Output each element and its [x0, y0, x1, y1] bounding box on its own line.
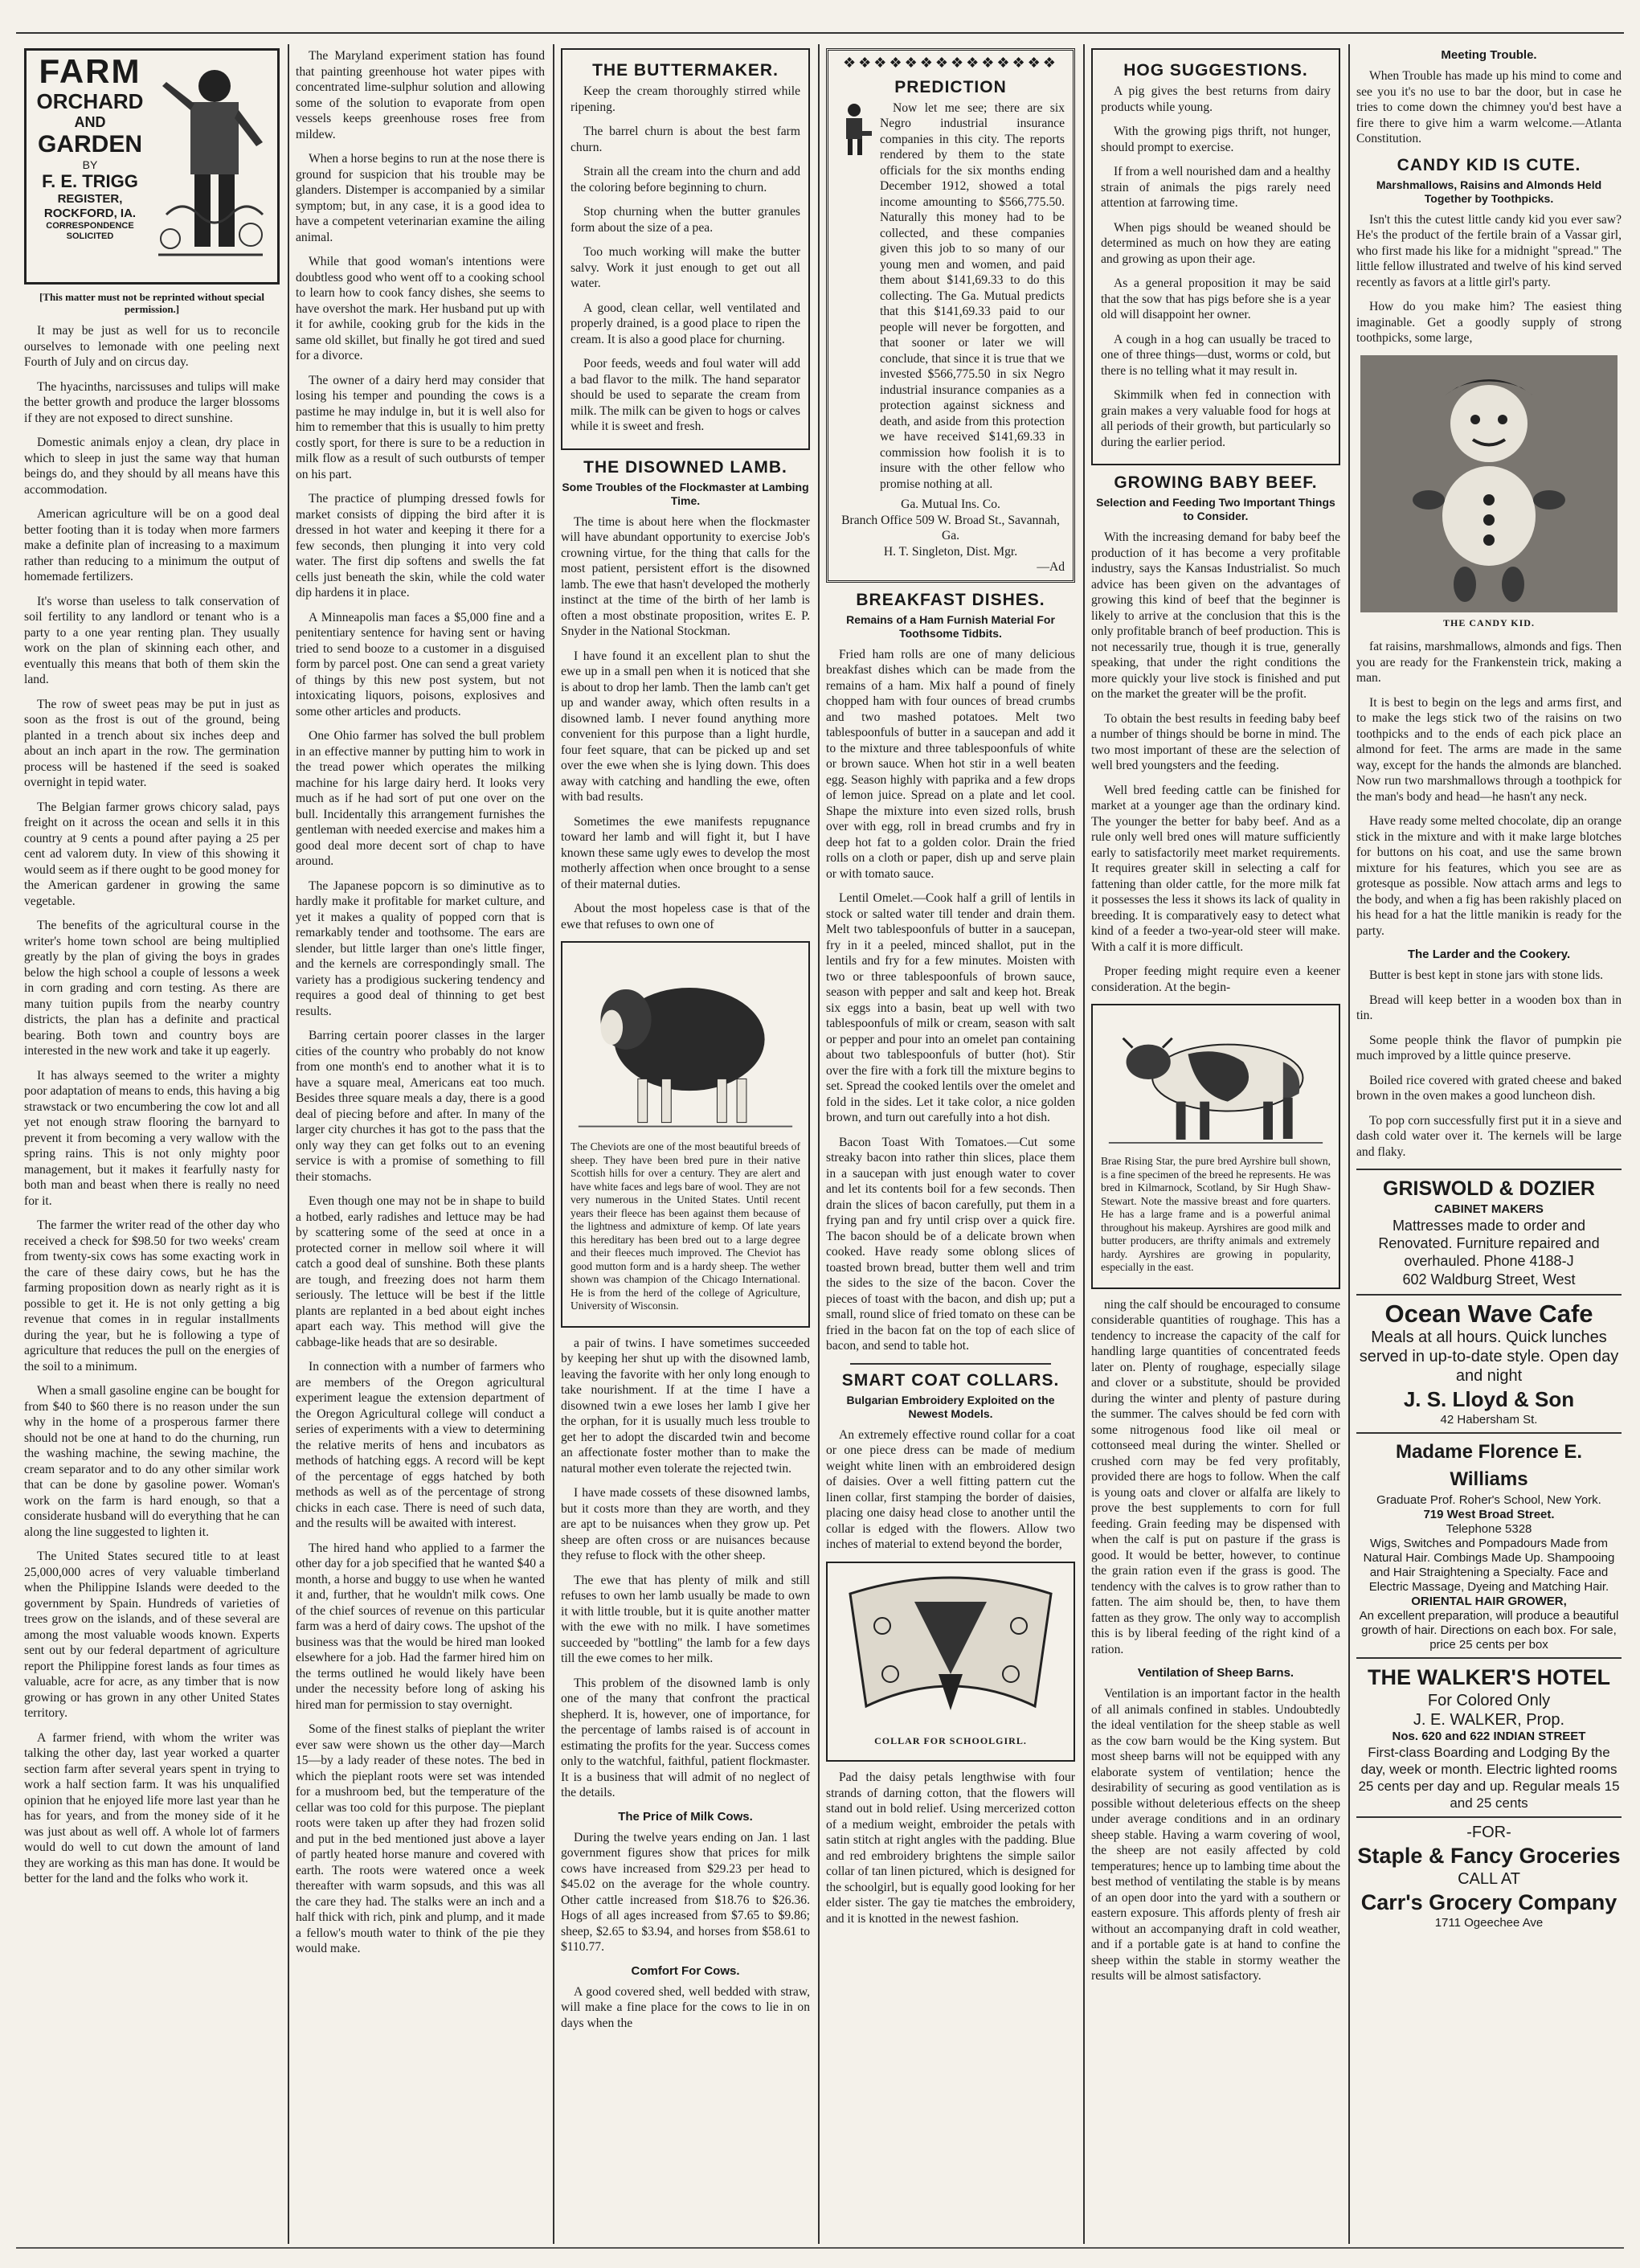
- paragraph: With the increasing demand for baby beef the production of it has become a very profitable industry, says the Kansas Industrialist. So much advice has been given on the advantages of growing this kind of beef that the beginner is likely to arrive at the conclusion that this is the only profitable branch of beef production. This is not necessarily true, though it is true, generally speaking, that under the right conditions the more quickly your live stock is finished and put on the market the greater will be the profit.: [1091, 530, 1340, 701]
- carr-goods: Staple & Fancy Groceries: [1357, 1844, 1621, 1868]
- walker-ad: [1356, 1657, 1622, 1812]
- paragraph: A pig gives the best returns from dairy products while young.: [1101, 84, 1331, 114]
- griswold-sub: CABINET MAKERS: [1434, 1202, 1544, 1216]
- paragraph: With the growing pigs thrift, not hunger, should prompt to exercise.: [1101, 125, 1331, 154]
- paragraph: The practice of plumping dressed fowls for market consists of dipping the bird after it is dressed in hot water and keeping it there for a few seconds, then plunging it into very cold water. The first dip softens and swells the fat cells just beneath the skin, while the cold water dip hardens it in place.: [296, 492, 545, 600]
- williams-phone: Telephone 5328: [1446, 1522, 1532, 1536]
- paragraph: A good covered shed, well bedded with straw, will make a fine place for the cows to lie in on days when the: [561, 1984, 810, 2030]
- collars-subheading: Bulgarian Embroidery Exploited on the Newest Models.: [846, 1393, 1055, 1420]
- paragraph: How do you make him? The easiest thing imaginable. Get a goodly supply of strong toothpicks, some large,: [1356, 300, 1622, 345]
- bull-figure: [1091, 1004, 1340, 1289]
- paragraph: Fried ham rolls are one of many delicious breakfast dishes which can be made from the remains of a ham. Mix half a pound of finely chopped ham with four ounces of bread crumbs and two mashed potatoes. Melt two tablespoonfuls of butter in a saucepan and add it to the mixture and three tablespoonfuls of white or brown sauce. When hot stir in a well beaten egg. Season highly with paprika and a few drops of lemon juice. Spread on a plate and let cool. Shape the mixture into even sized rolls, brush over with egg, roll in bread crumbs and fry in deep hot fat to a golden color. Drain the fried rolls on a cloth or paper, dish up and serve plain or with tomato sauce.: [826, 647, 1075, 881]
- reprint-notice: [This matter must not be reprinted without special permission.]: [39, 291, 265, 315]
- paragraph: a pair of twins. I have sometimes succeeded by keeping her shut up with the disowned lamb, leaving the favorite with her only long enough to take nourishment. If at the time I have a disowned twin a ewe loses her lamb I give her the orphan, for it is usually much less trouble to get her to adopt the discarded twin and become an affectionate foster mother than to make the natural mother even tolerate the rejected twin.: [561, 1336, 810, 1476]
- masthead-orchard: ORCHARD: [36, 89, 144, 113]
- paragraph: A Minneapolis man faces a $5,000 fine and a penitentiary sentence for having sent or having tried to send booze to a customer in a disguised form by parcel post. One can send a great variety of things by this new post system, but not intoxicating liquors, poisons, explosives and some other articles and products.: [296, 610, 545, 718]
- paragraph: Have ready some melted chocolate, dip an orange stick in the mixture and with it make large blotches for buttons on his coat, and use the same brown mixture for his features, which you see are as grotesque as possible. Now attach arms and legs to the body, and when a fig has been rakishly placed on his head for a hat the little manikin is ready for the party.: [1356, 814, 1622, 938]
- carr-ad: [1356, 1816, 1622, 1930]
- paragraph: The hired hand who applied to a farmer the other day for a job specified that he wanted $40 a month, a horse and buggy to use when he wanted it and, further, that he wouldn't milk cows. One of the chief sources of revenue on this particular farm was a herd of dairy cows. The upshot of the business was that the would be hired man looked elsewhere for a job. Had the farmer hired him on the terms outlined he would likely have been under the necessity before long of asking his hired man for permission to stay overnight.: [296, 1541, 545, 1712]
- paragraph: To pop corn successfully first put it in a sieve and dash cold water over it. The kernels will be large and flaky.: [1356, 1113, 1622, 1159]
- walker-owner: J. E. WALKER, Prop.: [1413, 1711, 1565, 1729]
- paragraph: A farmer friend, with whom the writer was talking the other day, last year worked a quarter section farm after several years spent in trying to work a half section farm. It was his unqualified opinion that he enjoyed life more last year than he has for years, and from the money side of it he was just about as well off. A whole lot of farmers would do well to cut down the amount of land they are working as this man has done. It would be better for the land and the folks who work it.: [24, 1730, 280, 1885]
- prediction-text: Now let me see; there are six Negro industrial insurance companies in this city. The reports rendered by them to the state officials for the six months ending December 1912, showed a total income amounting to $566,775.50. Naturally this money had to be collected, and these companies given this job to so many of our young men and women, and paid them about $141,69.33 to do this collecting. The Ga. Mutual predicts that this $141,69.33 paid to our people will never be forgotten, and that sooner or later we will conclude, that since it is true that we invested $566,775.50 in six Negro industrial insurance companies as a protection against sickness and death, and aside from this protection we have received $141,69.33 in commission how foolish it is to insure with the other fellow who promise nothing at all.: [880, 100, 1065, 491]
- prediction-heading: PREDICTION: [894, 77, 1007, 96]
- column-rule: [288, 44, 289, 2244]
- carr-for: -FOR-: [1466, 1824, 1511, 1841]
- paragraph: The hyacinths, narcissuses and tulips will make the better growth and produce the larger blossoms if they are not exposed to direct sunshine.: [24, 379, 280, 425]
- breakfast-heading: BREAKFAST DISHES.: [856, 590, 1045, 609]
- paragraph: The United States secured title to at least 25,000,000 acres of very valuable timberland when the Philippine Islands were deeded to the government by Spain. Hundreds of varieties of trees grow on the islands, and of these several are among the most valuable woods known. Experts sent out by our federal department of agriculture report the Philippine forest lands as four times as valuable, acre for acre, as any timber that is now growing or has grown in any other United States territory.: [24, 1550, 280, 1720]
- williams-name: Madame Florence E. Williams: [1395, 1441, 1583, 1490]
- column-4: [826, 48, 1075, 2242]
- collar-caption: COLLAR FOR SCHOOLGIRL.: [874, 1734, 1027, 1746]
- comfort-heading: Comfort For Cows.: [631, 1963, 740, 1978]
- paragraph: Barring certain poorer classes in the larger cities of the country who probably do not know from one month's end to another what it is to have a square meal, Americans eat too much. Besides three square meals a day, there is a good deal of piecing before and after. In many of the larger city churches it has got to the pass that the only way they can get folks out to an evening service is with a promise of something to fill their stomachs.: [296, 1029, 545, 1184]
- walker-sub: For Colored Only: [1427, 1692, 1551, 1709]
- paragraph: When Trouble has made up his mind to come and see you it's no use to bar the door, but in case he tries to come down the chimney you'd best have a fire there to give him a warm welcome.—Atlanta Constitution.: [1356, 69, 1622, 145]
- column-1: [24, 48, 280, 2242]
- sheep-figure: [561, 941, 810, 1328]
- griswold-name: GRISWOLD & DOZIER: [1383, 1177, 1595, 1200]
- farmer-illustration: [150, 54, 271, 279]
- paragraph: Pad the daisy petals lengthwise with four strands of darning cotton, that the flowers will stand out in bold relief. Using mercerized cotton of a medium weight, embroider the petals with satin stitch at right angles with the padding. Blue and red embroidery brightens the simple sailor collar of tan linen pictured, which is designed for the schoolgirl, but is equally good looking for her elder sister. The gay tie matches the embroidery, and it is knotted in the newest fashion.: [826, 1771, 1075, 1926]
- masthead-farm: FARM: [39, 52, 141, 90]
- column-3: [561, 48, 810, 2242]
- paragraph: The time is about here when the flockmaster will have abundant opportunity to exercise Job's crowning virtue, for the thing that calls for the most patient, persistent effort is the disowned lamb. The ewe that hasn't developed the motherly instinct at the time of the birth of her lamb is often a most obstinate proposition, writes E. P. Snyder in the National Stockman.: [561, 514, 810, 638]
- candy-heading: CANDY KID IS CUTE.: [1397, 155, 1581, 174]
- paragraph: I have made cossets of these disowned lambs, but it costs more than they are worth, and they are apt to be nuisances when they grow up. Pet sheep are often cross or are nuisances because they refuse to flock with the other sheep.: [561, 1486, 810, 1562]
- bull-caption: Brae Rising Star, the pure bred Ayrshire bull shown, is a fine specimen of the breed he represents. He was bred in Kilmarnock, Scotland, by Sir Hugh Shaw-Stewart. Note the massive breast and fore quarters. He has a large frame and is a powerful animal throughout his makeup. Ayrshires are good milk and butter producers, are thrifty animals and extremely hardy. Ayrshires are growing in popularity, especially in the east.: [1101, 1155, 1331, 1273]
- candy-figure: [1356, 355, 1622, 632]
- signature-line: Ga. Mutual Ins. Co.: [901, 497, 1000, 511]
- williams-text: Wigs, Switches and Pompadours Made from Natural Hair. Combings Made Up. Shampooing and Hair Straightening a Specialty. Face and Electric Massage, Dyeing and Matching Hair.: [1363, 1537, 1615, 1594]
- paragraph: While that good woman's intentions were doubtless good who went off to a cooking school to learn how to cook fancy dishes, she seems to have overshot the mark. Her husband put up with it for awhile, cooking grub for the kids in the same old skillet, but finally he got tired and sued for a divorce.: [296, 255, 545, 362]
- paragraph: Some people think the flavor of pumpkin pie much improved by a little quince preserve.: [1356, 1033, 1622, 1062]
- paragraph: When a horse begins to run at the nose there is ground for suspicion that his trouble may be glanders. Distemper is accompanied by a similar symptom; but, in any case, it is a good idea to have a competent veterinarian examine the ailing animal.: [296, 152, 545, 244]
- griswold-text: Mattresses made to order and Renovated. Furniture repaired and overhauled. Phone 4188-J: [1378, 1218, 1600, 1269]
- candy-kid-illustration: [1356, 355, 1622, 612]
- paragraph: The Maryland experiment station has found that painting greenhouse hot water pipes with concentrated lime-sulphur solution and allowing some of the solution to evaporate from open vessels keeps greenhouse roses free from mildew.: [296, 49, 545, 141]
- hog-box: [1091, 48, 1340, 465]
- column-5: [1091, 48, 1340, 2242]
- collar-illustration: [831, 1570, 1070, 1730]
- paragraph: When pigs should be weaned should be determined as much on how they are eating and growing as upon their age.: [1101, 220, 1331, 266]
- collar-figure: [826, 1562, 1075, 1762]
- walker-name: THE WALKER'S HOTEL: [1368, 1665, 1610, 1689]
- buttermaker-box: [561, 48, 810, 450]
- paragraph: The barrel churn is about the best farm churn.: [571, 125, 800, 154]
- paragraph: The row of sweet peas may be put in just as soon as the frost is out of the ground, being planted in a trench about six inches deep and about an inch apart in the row. The germination process will be hastened if the seed is soaked overnight in tepid water.: [24, 697, 280, 789]
- lamb-heading: THE DISOWNED LAMB.: [583, 457, 787, 477]
- ornament-border: ❖❖❖❖❖❖❖❖❖❖❖❖❖❖: [843, 55, 1058, 71]
- signature-line: H. T. Singleton, Dist. Mgr.: [883, 544, 1018, 559]
- paragraph: The ewe that has plenty of milk and still refuses to own her lamb usually be made to own it with little trouble, but it is quite another matter with the ewe with no milk. I have sometimes succeeded by "bottling" the lamb for a few days till the ewe comes to her milk.: [561, 1573, 810, 1665]
- candy-subheading: Marshmallows, Raisins and Almonds Held Together by Toothpicks.: [1376, 178, 1602, 205]
- bull-illustration: [1101, 1013, 1331, 1150]
- williams-address: 719 West Broad Street.: [1423, 1508, 1555, 1521]
- breakfast-subheading: Remains of a Ham Furnish Material For Toothsome Tidbits.: [846, 612, 1055, 640]
- paragraph: It's worse than useless to talk conservation of soil fertility to any landlord or tenant who is a party to a one year renting plan. They usually work on the plan of skinning each other, and eventually this means that both of them skin the land.: [24, 594, 280, 686]
- williams-grower: ORIENTAL HAIR GROWER,: [1411, 1595, 1567, 1608]
- paragraph: Keep the cream thoroughly stirred while ripening.: [571, 84, 800, 114]
- paragraph: Skimmilk when fed in connection with grain makes a very valuable food for hogs at all periods of their growth, but particularly so during the earlier period.: [1101, 388, 1331, 449]
- column-6: [1356, 48, 1622, 2242]
- paragraph: Some of the finest stalks of pieplant the writer ever saw were shown us the other day—March 15—by a lady reader of these notes. The bed in which the pieplant roots were set was intended for a mushroom bed, but the temperature of the cellar was too cold for this purpose. The pieplant roots were taken up after they had frozen solid and put in the bed mentioned just above a layer of partly heated horse manure and covered with earth. The roots were watered once a week thereafter with warm sopsuds, and this was all the care they had. The stalks were an inch and a half thick with rich, pink and plump, and it made a fellow's mouth water to think of the pie they would make.: [296, 1722, 545, 1955]
- paragraph: It has always seemed to the writer a mighty poor adaptation of means to ends, this having a big strawstack or two encumbering the cow lot and all yet not enough straw flooring the barnyard to prevent it from becoming a very wallow with the spring rains. This is not only mighty poor management, but it makes it fearfully nasty for both man and beast when there is really no need for it.: [24, 1068, 280, 1208]
- paragraph: The Belgian farmer grows chicory salad, pays freight on it across the ocean and sells it in this country at 9 cents a pound after paying a 25 per cent ad valorem duty. In view of this showing it would seem as if there ought to be good money for the American gardener in growing the same vegetable.: [24, 800, 280, 908]
- farm-garden-masthead: [24, 48, 280, 285]
- williams-grower-text: An excellent preparation, will produce a beautiful growth of hair. Directions on each box. For sale, price 25 cents per box: [1359, 1609, 1619, 1652]
- griswold-ad: [1356, 1169, 1622, 1289]
- masthead-author: F. E. TRIGG: [42, 171, 138, 191]
- bottom-rule: [16, 2247, 1624, 2249]
- ocean-address: 42 Habersham St.: [1440, 1413, 1538, 1427]
- masthead-garden: GARDEN: [37, 131, 142, 158]
- paragraph: The owner of a dairy herd may consider that losing his temper and pounding the cows is a pastime he may indulge in, but it is well also for him to remember that this is usually to him pretty costly sport, for there is sure to be a reduction in milk flow as a result of such outbursts of temper on his part.: [296, 373, 545, 481]
- beef-subheading: Selection and Feeding Two Important Things to Consider.: [1096, 496, 1335, 522]
- paragraph: During the twelve years ending on Jan. 1 last government figures show that prices for milk cows have increased from $29.23 per head to $45.02 on the average for the whole country. Other cattle increased from $18.76 to $26.36. Hogs of all ages increased from $7.65 to $9.86; sheep, $2.65 to $3.94, and horses from $58.61 to $110.77.: [561, 1830, 810, 1954]
- column-rule: [1348, 44, 1350, 2244]
- paragraph: If from a well nourished dam and a healthy strain of animals the pigs rarely need attention at farrowing time.: [1101, 165, 1331, 210]
- paragraph: An extremely effective round collar for a coat or one piece dress can be made of medium weight white linen with an embroidered design of daisies. Over a well fitting pattern cut the linen collar, first stamping the border of daisies, placing one daisy head close to another until the collar is edged with the flowers. Allow two inches of material to extend beyond the border,: [826, 1427, 1075, 1551]
- column-2: [296, 48, 545, 2242]
- paragraph: A good, clean cellar, well ventilated and properly drained, is a good place to ripen the cream. It is also a good place for churning.: [571, 301, 800, 346]
- paragraph: Sometimes the ewe manifests repugnance toward her lamb and will fight it, but I have known these same ugly ewes to develop the most motherly affection when once brought to a sense of their maternal duties.: [561, 814, 810, 891]
- paragraph: It may be just as well for us to reconcile ourselves to lemonade with one peeling next Fourth of July and on circus day.: [24, 324, 280, 369]
- paragraph: Too much working will make the butter salvy. Work it just enough to get out all water.: [571, 245, 800, 290]
- signature-line: Branch Office 509 W. Broad St., Savannah, Ga.: [841, 513, 1060, 542]
- paragraph: This problem of the disowned lamb is only one of the many that confront the practical shepherd. It is, however, one of importance, for the percentage of lambs raised is of account in estimating the profits for the year. Success comes only to the watchful, faithful, patient flockmaster. It is a business that will admit of no neglect of the details.: [561, 1676, 810, 1799]
- walker-text: First-class Boarding and Lodging By the day, week or month. Electric lighted rooms 25 cents per day and up. Regular meals 15 and 25 cents: [1358, 1745, 1620, 1811]
- masthead-by: BY: [82, 158, 98, 171]
- walker-address: Nos. 620 and 622 INDIAN STREET: [1392, 1730, 1586, 1743]
- paragraph: Proper feeding might require even a keener consideration. At the begin-: [1091, 964, 1340, 994]
- hog-heading: HOG SUGGESTIONS.: [1123, 61, 1308, 80]
- ocean-name: Ocean Wave Cafe: [1384, 1300, 1593, 1328]
- paragraph: One Ohio farmer has solved the bull problem in an effective manner by putting him to work in the tread power which operates the milking machine for his large dairy herd. It looks very much as if he had sort of put one over on the bull. Incidentally this arrangement furnishes the gentleman with needed exercise and makes him a good deal more decent sort of chap to have around.: [296, 729, 545, 868]
- candy-caption: THE CANDY KID.: [1443, 616, 1535, 628]
- paragraph: Lentil Omelet.—Cook half a grill of lentils in stock or salted water till tender and drain them. Melt two tablespoonfuls of butter in a saucepan, fry in it a peeled, minced shallot, put in the lentils and fry for a few minutes. Moisten with two or three tablespoonfuls of brown sauce, season with pepper and salt and keep hot. Break six eggs into a basin, beat up well with two tablespoonfuls of milk or cream, season with salt or pepper and pour into an omelet pan containing about two tablespoonfuls of butter (hot). Stir over the fire with a fork till the mixture begins to set. Spread the cooked lentils over the omelet and fold in the sides. Let it take color, a nice golden brown, and turn out carefully into a hot dish.: [826, 891, 1075, 1124]
- paragraph: The benefits of the agricultural course in the writer's home town school are being multiplied greatly by the plan of giving the boys in grades below the high school a couple of lessons a week in corn grading and corn testing. As there are many tuition pupils from the nearby country districts, the plan has a definite and practical bearing. Both town and country boys are interested in the new work and take it up eagerly.: [24, 919, 280, 1058]
- prediction-signature: [836, 497, 1065, 575]
- masthead-correspondence: CORRESPONDENCE SOLICITED: [46, 221, 134, 241]
- paragraph: Bread will keep better in a wooden box than in tin.: [1356, 993, 1622, 1022]
- paragraph: fat raisins, marshmallows, almonds and figs. Then you are ready for the Frankenstein trick, making a man.: [1356, 640, 1622, 685]
- beef-heading: GROWING BABY BEEF.: [1114, 473, 1318, 492]
- col1-paragraphs: [24, 323, 280, 1887]
- paragraph: ning the calf should be encouraged to consume considerable quantities of roughage. This has a tendency to increase the capacity of the calf for handling large quantities of concentrated feeds later on. Plenty of roughage, especially silage and clover or a substitute, should be provided during the winter and plenty of pasture during the summer. The calves should be fed corn with some nitrogenous food like oil meal or cottonseed meal during the winter. Shelled or crushed corn may be fed very profitably, provided there are hogs to follow. When the calf is young oats and clover or alfalfa are likely to prove the best supplements to corn for full feeding. Grain feeding may be dispensed with when the calf is put on pasture if the grass is good. It would be better, however, to continue the grain ration even if the grass is good. The tendency with the calves is to grow rather than to fatten. The aim should be, then, to have them fatten as they grow. The only way to accomplish this is by liberal feeding of the right kind of a ration.: [1091, 1297, 1340, 1656]
- buttermaker-heading: THE BUTTERMAKER.: [592, 61, 779, 80]
- paragraph: It is best to begin on the legs and arms first, and to make the legs stick two of the raisins on two toothpicks and to the ends of each pick place an almond for feet. The arms are made in the same way, except for the hands the almonds are blanched. Now run two marshmallows through a toothpick for the man's body and head—he hasn't any neck.: [1356, 695, 1622, 804]
- paragraph: Poor feeds, weeds and foul water will add a bad flavor to the milk. The hand separator should be used to separate the cream from milk. The milk can be given to hogs or calves while it is sweet and fresh.: [571, 357, 800, 433]
- griswold-address: 602 Waldburg Street, West: [1402, 1271, 1576, 1288]
- column-rule: [1083, 44, 1085, 2244]
- ocean-owner: J. S. Lloyd & Son: [1403, 1387, 1575, 1411]
- milk-price-heading: The Price of Milk Cows.: [618, 1809, 753, 1824]
- carr-name: Carr's Grocery Company: [1360, 1890, 1618, 1914]
- sheep-caption: The Cheviots are one of the most beautiful breeds of sheep. They have been bred pure in their native Scottish hills for over a century. They are alert and have white faces and legs bare of wool. They are not very numerous in the United States. Until recent years their fleece has been against them because of the lightness and admixture of kemp. Of late years this hereditary has been bred out to a large degree and their fleeces much improved. The Cheviot has good mutton form and is a hardy sheep. The wether shown was champion of the Chicago International. He is from the herd of the college of Agriculture, University of Wisconsin.: [571, 1140, 800, 1312]
- larder-heading: The Larder and the Cookery.: [1407, 948, 1571, 961]
- paragraph: Butter is best kept in stone jars with stone lids.: [1369, 968, 1604, 982]
- ocean-text: Meals at all hours. Quick lunches served in up-to-date style. Open day and night: [1359, 1328, 1619, 1385]
- column-rule: [553, 44, 554, 2244]
- paragraph: Even though one may not be in shape to build a hotbed, early radishes and lettuce may be had by scattering some of the seed at once in a protected corner in mellow soil where it will catch a good deal of sunshine. Both these plants are tough, and freezing does not harm them seriously. The lettuce will be best if the little plants are replanted in a bed about eight inches apart each way. This method will give the cabbage-like heads that are so desirable.: [296, 1194, 545, 1349]
- paragraph: When a small gasoline engine can be bought for from $40 to $60 there is no reason under the sun why in the home of a prosperous farmer there should not be one at hand to do the churning, run the washing machine, the sewing machine, the cream separator and to do any other similar work that can be done by gasoline power. Woman's work on the farm is hard enough, so that a considerate husband will do everything that he can along the line suggested to lighten it.: [24, 1384, 280, 1539]
- collars-heading: SMART COAT COLLARS.: [841, 1370, 1060, 1390]
- divider: [850, 1363, 1051, 1365]
- seated-man-illustration: [836, 100, 875, 157]
- prediction-ad: [826, 48, 1075, 583]
- paragraph: In connection with a number of farmers who are members of the Oregon agricultural experiment league the extension department of the Oregon Agricultural college will conduct a series of experiments with a view to determining the relative merits of hens and incubators as methods of hatching eggs. A record will be kept of the percentage of eggs hatched by both methods as well as of the percentage of strong chicks in each case. There is need of such data, and the results will be awaited with interest.: [296, 1360, 545, 1530]
- paragraph: Strain all the cream into the churn and add the coloring before beginning to churn.: [571, 165, 800, 194]
- paragraph: Stop churning when the butter granules form about the size of a pea.: [571, 205, 800, 235]
- meeting-heading: Meeting Trouble.: [1441, 48, 1537, 62]
- paragraph: The farmer the writer read of the other day who received a check for $98.50 for two weeks' cream from twenty-six cows has some exacting work in the care of these dairy cows, but he has the farming proposition down as nearly right as it is possible to get it. He is not only getting a big revenue that comes in in regular installments during the year, but he is following a type of agriculture that reduces the pull on the energies of the soil to a minimum.: [24, 1218, 280, 1373]
- paragraph: As a general proposition it may be said that the sow that has pigs before she is a year old will disappoint her owner.: [1101, 276, 1331, 321]
- carr-address: 1711 Ogeechee Ave: [1434, 1916, 1544, 1930]
- signature-line: —Ad: [1037, 560, 1065, 574]
- carr-call: CALL AT: [1458, 1870, 1520, 1888]
- paragraph: Boiled rice covered with grated cheese and baked brown in the oven makes a good luncheon dish.: [1356, 1073, 1622, 1103]
- lamb-subheading: Some Troubles of the Flockmaster at Lambing Time.: [562, 480, 809, 507]
- paragraph: American agriculture will be on a good deal better footing than it is today when more farmers make a definite plan of increasing to a maximum rather than reducing to a minimum the output of homemade fertilizers.: [24, 507, 280, 583]
- sheep-illustration: [571, 951, 800, 1136]
- paragraph: To obtain the best results in feeding baby beef a number of things should be borne in mind. The two most important of these are the selection of well bred youngsters and the feeding.: [1091, 711, 1340, 772]
- paragraph: Domestic animals enjoy a clean, dry place in which to sleep in just the same way that human beings do, and they should by all means have this accommodation.: [24, 436, 280, 497]
- paragraph: I have found it an excellent plan to shut the ewe up in a small pen when it is noticed that she is about to drop her lamb. Then the lamb can't get up and wander away, which often results in a disowned lamb. I never found anything more convenient for this purpose than a light hurdle, four feet square, that can be picked up and set over the ewe when she is lying down. This does away with catching and handling the ewe, often with bad results.: [561, 649, 810, 804]
- paragraph: A cough in a hog can usually be traced to one of three things—dust, worms or cold, but there is no telling what it may result in.: [1101, 332, 1331, 378]
- paragraph: Isn't this the cutest little candy kid you ever saw? He's the product of the fertile brain of a Vassar girl, who first made his like for a midnight "spread." The little fellow illustrated and twelve of his kind served recently as favors at a little girl's party.: [1356, 212, 1622, 289]
- williams-ad: [1356, 1432, 1622, 1652]
- paragraph: The Japanese popcorn is so diminutive as to hardly make it profitable for market culture, and yet it makes a quality of popped corn that is remarkably tender and toothsome. The ears are slender, but little larger than one's little finger, and the kernels are correspondingly small. The variety has a prodigious suckering tendency and requires a good deal of thinning to get best results.: [296, 878, 545, 1018]
- williams-school: Graduate Prof. Roher's School, New York.: [1376, 1493, 1601, 1507]
- ocean-ad: [1356, 1294, 1622, 1427]
- paragraph: Well bred feeding cattle can be finished for market at a younger age than the ordinary kind. The younger the better for baby beef. And as a rule only well bred ones will mature sufficiently early to satisfactorily meet market requirements. It requires greater skill in selecting a calf for fattening than older cattle, for the more milk fat it possesses the less it shows its lack of quality in breeding. It is comparatively easy to detect what kind of a feeder a two-year-old steer will make. With a calf it is more difficult.: [1091, 783, 1340, 954]
- paragraph: About the most hopeless case is that of the ewe that refuses to own one of: [561, 902, 810, 931]
- ventilation-heading: Ventilation of Sheep Barns.: [1137, 1666, 1294, 1680]
- paragraph: Bacon Toast With Tomatoes.—Cut some streaky bacon into rather thin slices, place them in a saucepan with just enough water to cover and let its contents boil for a few seconds. Then drain the slices of bacon carefully, put them in a frying pan and fry until crisp over a quick fire. The bacon should be of a delicate brown when cooked. Have ready some oblong slices of toasted brown bread, butter them well and trim the sides to the size of the bacon. Cover the pieces of toast with the bacon, and dish up; put a small, round slice of fried tomato on these can be fried in the bacon fat on the top of each slice of bacon, and send to table hot.: [826, 1135, 1075, 1353]
- masthead-paper: REGISTER, ROCKFORD, IA.: [43, 192, 137, 220]
- masthead-and: AND: [74, 114, 106, 130]
- column-rule: [818, 44, 820, 2244]
- paragraph: Ventilation is an important factor in the health of all animals confined in stables. Undoubtedly the ideal ventilation for the sheep stable as well as the cow barn would be the King system. But most sheep barns will not be equipped with any elaborate system of ventilation; hence the desirability of securing as good ventilation as is possible without deleterious effects on the sheep under average conditions and in an ordinary sheep stable. Having a warm covering of wool, the sheep are not easily affected by cold temperatures; hence up to lambing time about the best method of ventilating the stable is by means of an open door into the yard with a southern or eastern exposure. This affords plenty of fresh air without an accompanying draft in cold weather, and if a portable gate is at hand to confine the sheep within the stable in stormy weather the results will be almost satisfactory.: [1091, 1687, 1340, 1983]
- top-rule: [16, 32, 1624, 34]
